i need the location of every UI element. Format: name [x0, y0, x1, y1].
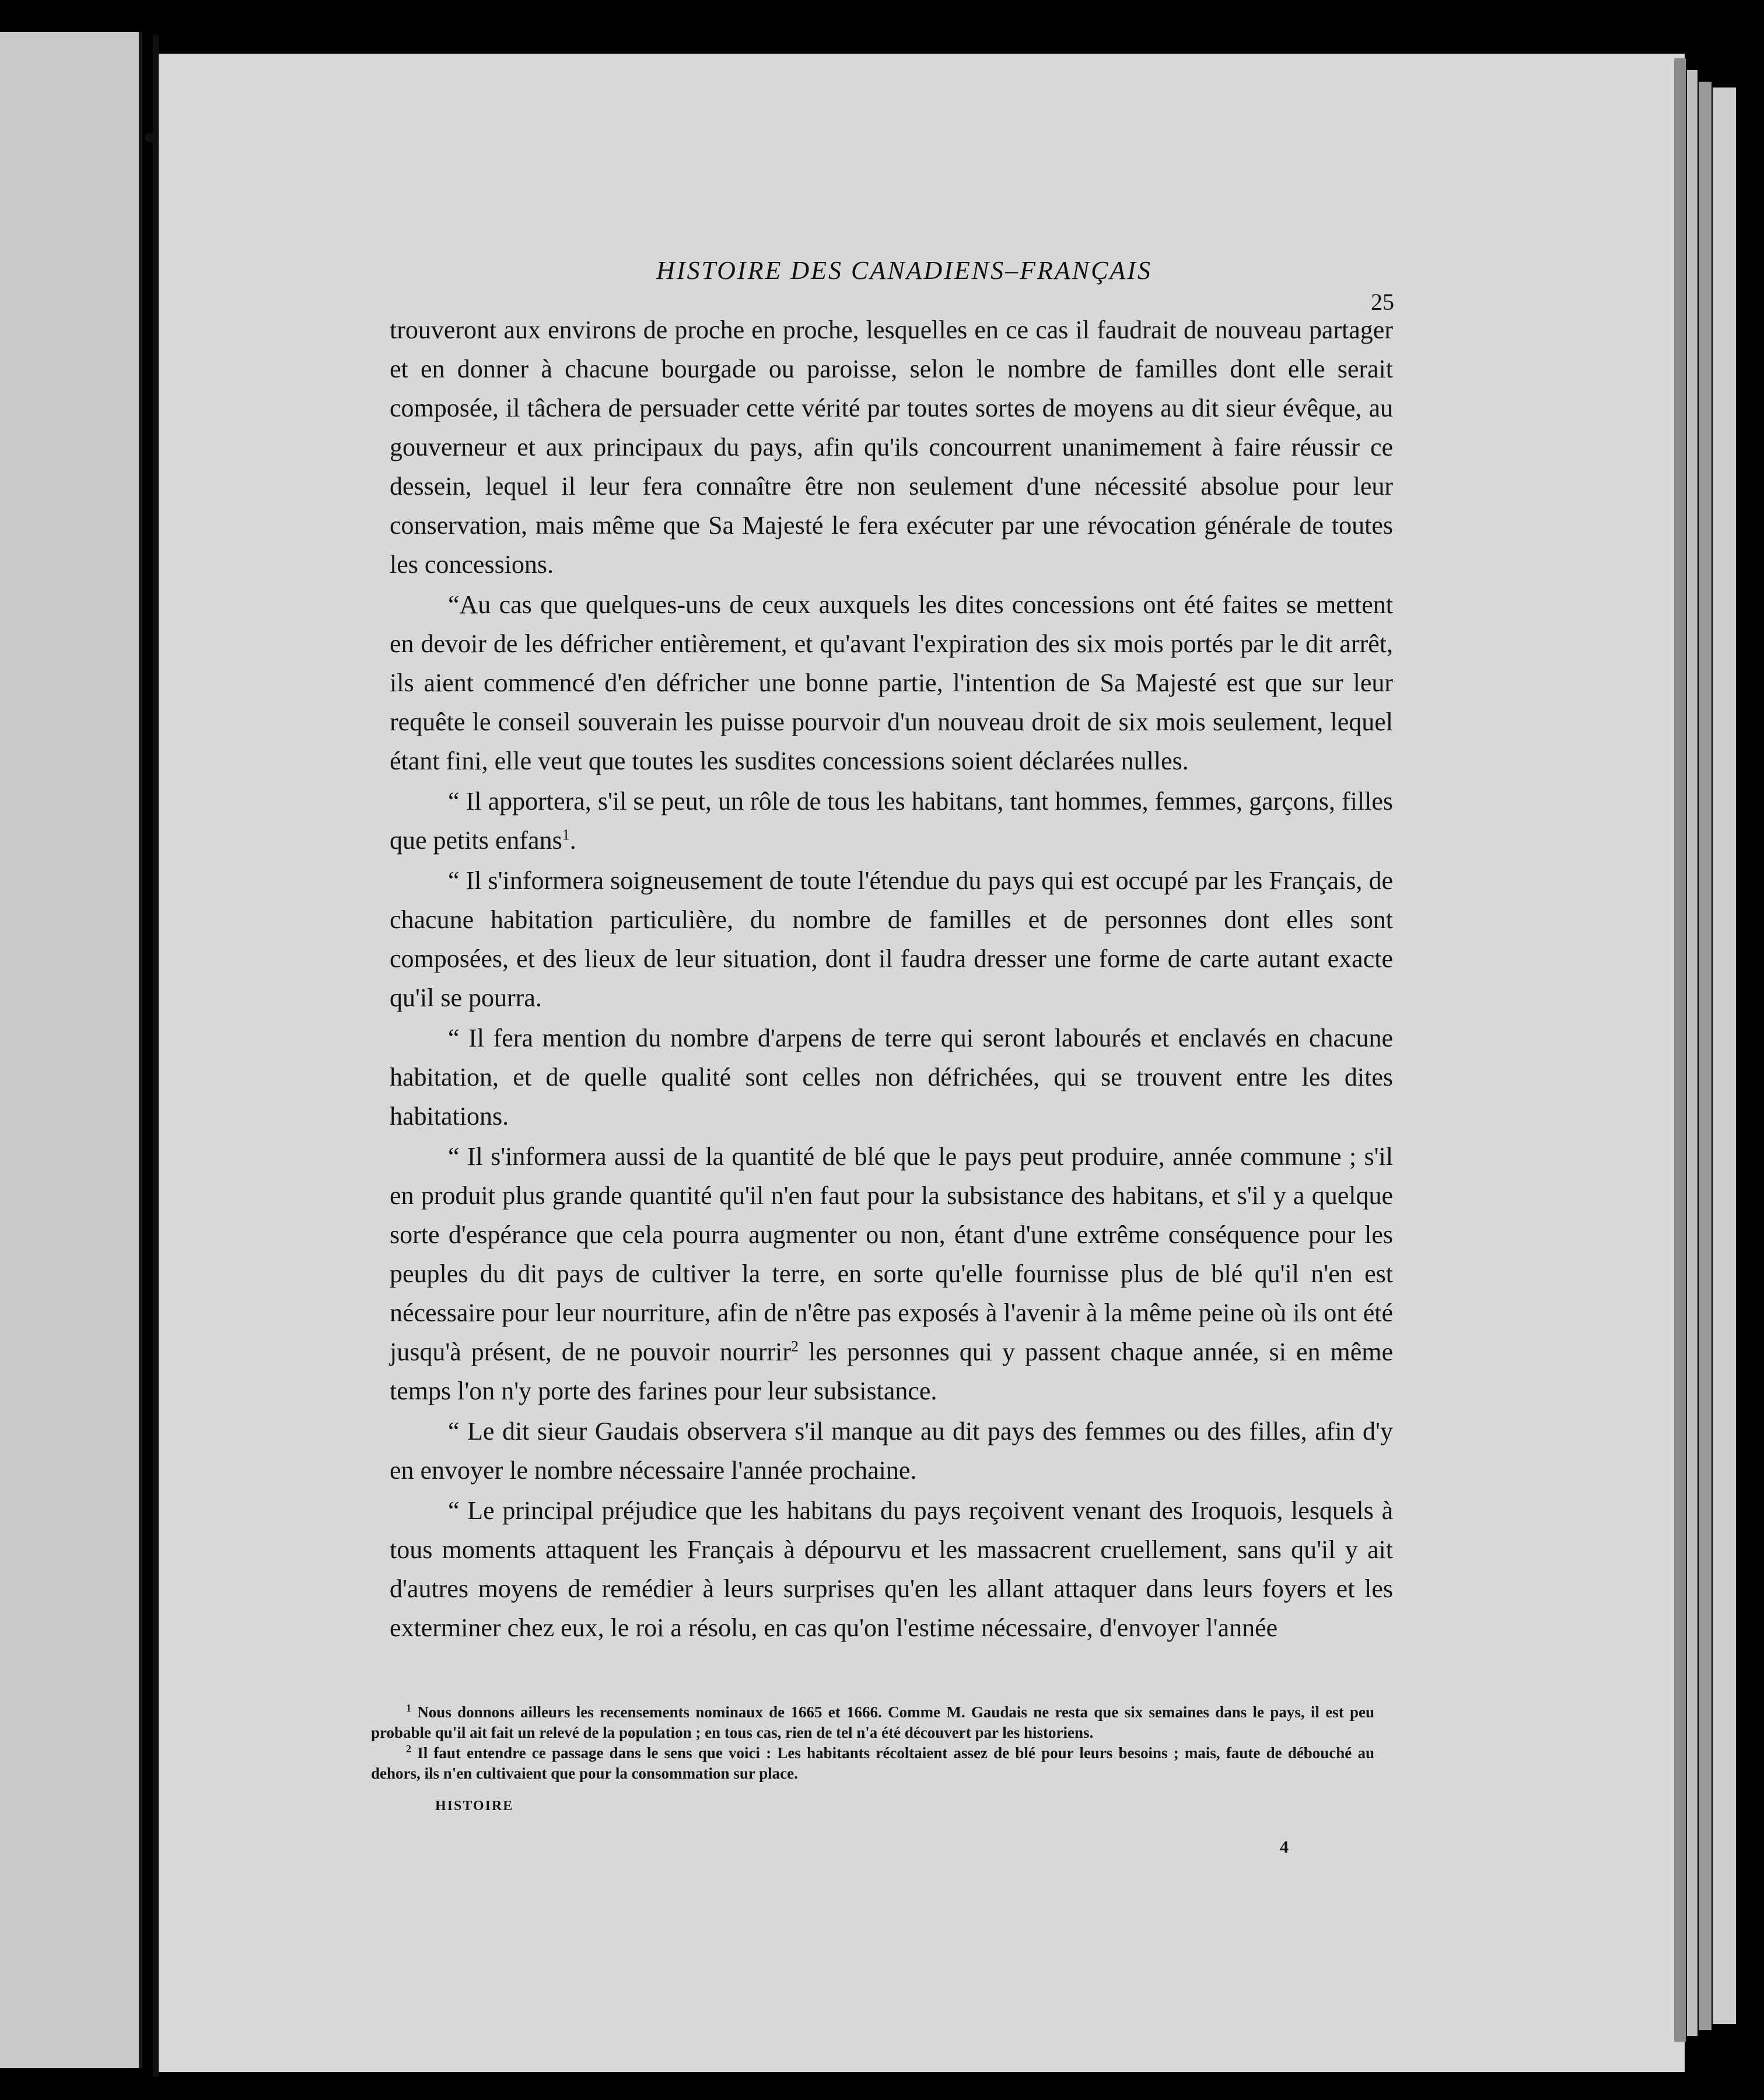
paragraph: “ Le principal préjudice que les habitans du pays reçoivent venant des Iroquois, lesquels à tous moments attaquent les Français à dépourvu et les massacrent cruellement, sans qu'il y ait d'autres moyens de remédier à leurs surprises qu'en les allant attaquer dans leurs foyers et les exterminer chez eux, le roi a résolu, en cas qu'on l'estime nécessaire, d'envoyer l'année: [390, 1496, 1393, 1642]
paragraph-end: .: [569, 826, 576, 855]
page-number: 25: [1371, 289, 1394, 315]
paragraph-text-cont: les personnes qui y passent chaque année, si en même temps l'on n'y porte des farines pour leur subsistance.: [390, 1338, 1394, 1405]
footnote-marker: 1: [406, 1702, 411, 1714]
paragraph: “ Il fera mention du nombre d'arpens de terre qui seront labourés et enclavés en chacune habitation, et de quelle qualité sont celles non défrichées, qui se trouvent entre les dites habitations.: [390, 1024, 1393, 1130]
signature-number: 4: [1280, 1838, 1289, 1857]
footnote: [371, 1743, 1374, 1784]
book-gutter: [153, 35, 159, 2077]
page-stack-edge: [1699, 82, 1712, 2030]
paragraph: “Au cas que quelques-uns de ceux auxquels les dites concessions ont été faites se mettent en devoir de les défricher entièrement, et qu'avant l'expiration des six mois portés par le dit arrêt, ils aient commencé d'en défricher une bonne partie, l'intention de Sa Majesté est que sur leur requête le conseil souverain les puisse pourvoir d'un nouveau droit de six mois seulement, lequel étant fini, elle veut que toutes les susdites concessions soient déclarées nulles.: [390, 590, 1393, 775]
paragraph: trouveront aux environs de proche en proche, lesquelles en ce cas il faudrait de nouveau partager et en donner à chacune bourgade ou paroisse, selon le nombre de familles dont elle serait composée, il tâchera de persuader cette vérité par toutes sortes de moyens au dit sieur évêque, au gouverneur et aux principaux du pays, afin qu'ils concourrent unanimement à faire réussir ce dessein, lequel il leur fera connaître être non seulement d'une nécessité absolue pour leur conservation, mais même que Sa Majesté le fera exécuter par une révocation générale de toutes les concessions.: [390, 316, 1393, 579]
facing-page-edge: [0, 32, 142, 2068]
body-text: [390, 310, 1393, 1647]
footnote-text: Il faut entendre ce passage dans le sens que voici : Les habitants récoltaient assez de blé pour leurs besoins ; mais, faute de débouché au dehors, ils n'en cultivaient que pour la consommation sur place.: [371, 1744, 1375, 1782]
page-stack-edge: [1674, 58, 1686, 2042]
page-stack-edge: [1687, 70, 1698, 2036]
paragraph-text: “ Il s'informera aussi de la quantité de blé que le pays peut produire, année commune ; s'il en produit plus grande quantité qu'il n'en faut pour la subsistance des habitans, et s'il y a quelque sorte d'espérance que cela pourra augmenter ou non, étant d'une extrême conséquence pour les peuples du dit pays de cultiver la terre, en sorte qu'elle fournisse plus de blé qu'il n'en est nécessaire pour leur nourriture, afin de n'être pas exposés à l'avenir à la même peine où ils ont été jusqu'à présent, de ne pouvoir nourrir: [390, 1142, 1393, 1366]
footnote-text: Nous donnons ailleurs les recensements nominaux de 1665 et 1666. Comme M. Gaudais ne resta que six semaines dans le pays, il est peu probable qu'il ait fait un relevé de la population ; en tous cas, rien de tel n'a été découvert par les historiens.: [371, 1703, 1374, 1741]
paragraph-text: “ Il apportera, s'il se peut, un rôle de tous les habitans, tant hommes, femmes, garçons, filles que petits enfans: [390, 787, 1393, 855]
paragraph: [390, 1137, 1393, 1410]
page-stack-edge: [1713, 88, 1736, 2024]
running-header: HISTOIRE DES CANADIENS–FRANÇAIS: [656, 256, 1152, 285]
paragraph: “ Le dit sieur Gaudais observera s'il manque au dit pays des femmes ou des filles, afin d'y en envoyer le nombre nécessaire l'année prochaine.: [390, 1417, 1393, 1485]
footnote-ref[interactable]: 1: [562, 826, 570, 844]
footnote-marker: 2: [406, 1743, 411, 1755]
footnotes: [371, 1702, 1374, 1784]
paragraph: [390, 782, 1393, 860]
footnote-ref[interactable]: 2: [790, 1338, 799, 1355]
paragraph: “ Il s'informera soigneusement de toute l'étendue du pays qui est occupé par les Français, de chacune habitation particulière, du nombre de familles et de personnes dont elles sont composées, et des lieux de leur situation, dont il faudra dresser une forme de carte autant exacte qu'il se pourra.: [390, 866, 1393, 1012]
footnote: [371, 1702, 1374, 1743]
signature-mark: HISTOIRE: [435, 1798, 514, 1814]
